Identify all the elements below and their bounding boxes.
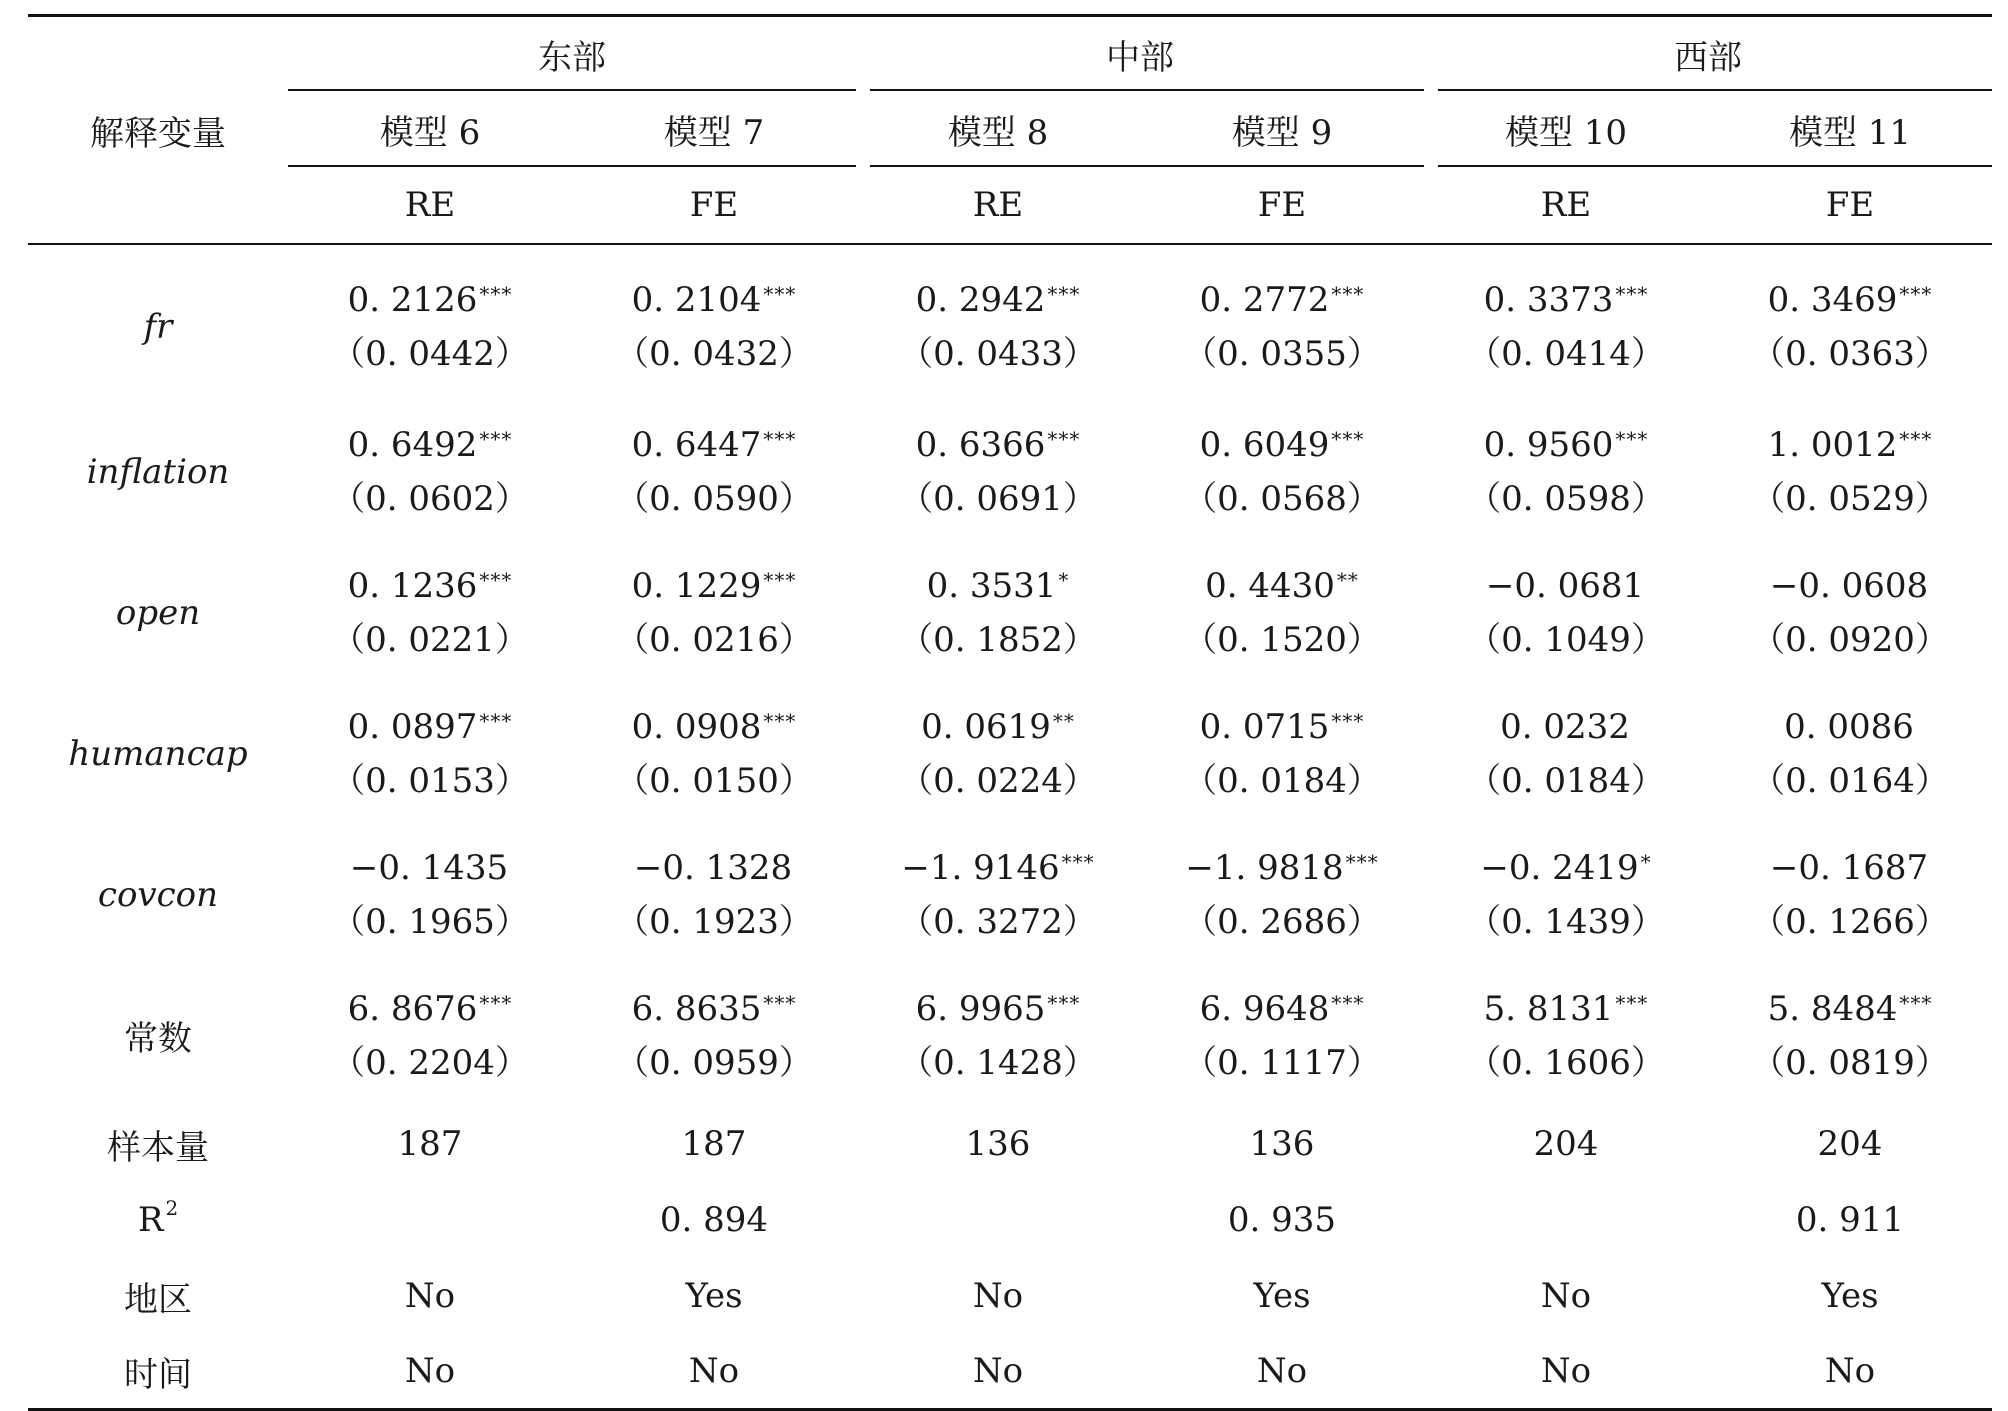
- significance-stars: ***: [1615, 990, 1649, 1015]
- estimate-value: 0. 0908: [631, 706, 762, 747]
- estimate-value: 0. 6492: [347, 424, 478, 465]
- standard-error: （0. 0164）: [1751, 760, 1949, 801]
- coefficient-estimate: [856, 418, 1140, 472]
- standard-error: （0. 0819）: [1751, 1042, 1949, 1083]
- header-row-models: [28, 91, 1992, 167]
- significance-stars: ***: [1047, 426, 1081, 451]
- stat-value: [856, 1182, 1140, 1258]
- stat-value: No: [404, 1276, 456, 1316]
- stat-value: No: [688, 1351, 740, 1391]
- coef-row: [28, 824, 1992, 965]
- standard-error: （0. 1428）: [899, 1042, 1097, 1083]
- coef-row: [28, 401, 1992, 542]
- estimate-value: 0. 0897: [347, 706, 478, 747]
- coef-cell: [288, 683, 572, 824]
- coefficient-estimate: [1140, 273, 1424, 327]
- coefficient-estimate: [1708, 700, 1992, 754]
- model-header: [856, 91, 1140, 167]
- stat-value: Yes: [685, 1276, 743, 1316]
- coefficient-estimate: [1140, 700, 1424, 754]
- coef-cell: [1140, 824, 1424, 965]
- model-header: [1140, 91, 1424, 167]
- estimate-value: 0. 0619: [921, 706, 1051, 747]
- stat-value: No: [1540, 1276, 1592, 1316]
- stat-row-time: [28, 1334, 1992, 1410]
- stat-value: 204: [1817, 1124, 1883, 1164]
- variable-name: open: [115, 592, 201, 633]
- coefficient-estimate: [1708, 559, 1992, 613]
- estimate-value: 0. 1236: [347, 565, 478, 606]
- significance-stars: ***: [1047, 990, 1081, 1015]
- standard-error: （0. 1520）: [1183, 619, 1381, 660]
- stat-label: [28, 1182, 288, 1258]
- coefficient-estimate: [1424, 418, 1708, 472]
- coefficient-estimate: [572, 700, 856, 754]
- coef-cell: [1708, 401, 1992, 542]
- standard-error: （0. 0433）: [899, 334, 1097, 374]
- standard-error: （0. 0691）: [899, 478, 1097, 519]
- significance-stars: ***: [479, 708, 513, 733]
- significance-stars: *: [1640, 849, 1652, 874]
- standard-error: （0. 3272）: [899, 901, 1097, 942]
- model-label: 模型 9: [1231, 112, 1333, 153]
- coef-cell: [1140, 965, 1424, 1106]
- standard-error: （0. 1923）: [615, 901, 813, 942]
- model-header: [1424, 91, 1708, 167]
- significance-stars: **: [1052, 708, 1075, 733]
- estimator-header: FE: [689, 185, 739, 225]
- significance-stars: ***: [479, 282, 513, 306]
- model-header: [572, 91, 856, 167]
- stat-value: No: [972, 1276, 1024, 1316]
- standard-error: （0. 0363）: [1751, 334, 1949, 374]
- coefficient-estimate: [1708, 418, 1992, 472]
- variable-name: covcon: [97, 874, 219, 915]
- standard-error: （0. 0153）: [331, 760, 529, 801]
- coef-cell: [1708, 542, 1992, 683]
- coefficient-estimate: [288, 982, 572, 1036]
- estimate-value: 0. 2942: [915, 280, 1046, 320]
- estimate-value: −0. 2419: [1480, 847, 1639, 888]
- stats-body: [28, 1106, 1992, 1410]
- coefficient-estimate: [1708, 841, 1992, 895]
- coefficient-estimate: [1424, 841, 1708, 895]
- estimate-value: 0. 6447: [631, 424, 762, 465]
- stat-label: 样本量: [107, 1127, 209, 1168]
- standard-error: （0. 0414）: [1467, 334, 1665, 374]
- estimate-value: 0. 0232: [1500, 706, 1630, 747]
- stat-value: 0. 911: [1795, 1200, 1905, 1240]
- estimate-value: 0. 9560: [1483, 424, 1614, 465]
- coefficient-estimate: [288, 700, 572, 754]
- coef-cell: [1424, 244, 1708, 401]
- coef-cell: [856, 824, 1140, 965]
- standard-error: （0. 0442）: [331, 334, 529, 374]
- standard-error: （0. 0184）: [1183, 760, 1381, 801]
- significance-stars: ***: [1331, 426, 1365, 451]
- model-label: 模型 8: [947, 112, 1049, 153]
- standard-error: （0. 0184）: [1467, 760, 1665, 801]
- coef-cell: [1424, 542, 1708, 683]
- significance-stars: ***: [1899, 426, 1933, 451]
- estimator-header: FE: [1257, 185, 1307, 225]
- coef-cell: [572, 824, 856, 965]
- estimator-header: RE: [972, 185, 1024, 225]
- coefficient-estimate: [1140, 559, 1424, 613]
- regression-table-container: [28, 14, 1992, 1411]
- standard-error: （0. 0598）: [1467, 478, 1665, 519]
- significance-stars: ***: [479, 990, 513, 1015]
- coefficient-estimate: [1424, 273, 1708, 327]
- stat-row-sample-size: [28, 1106, 1992, 1182]
- coef-cell: [1424, 965, 1708, 1106]
- standard-error: （0. 0432）: [615, 334, 813, 374]
- model-label: 模型 10: [1504, 112, 1628, 153]
- stat-value: 187: [397, 1124, 463, 1164]
- significance-stars: ***: [1331, 990, 1365, 1015]
- estimate-value: 0. 3531: [926, 565, 1057, 606]
- estimate-value: 5. 8131: [1483, 988, 1614, 1029]
- coefficient-estimate: [1140, 841, 1424, 895]
- standard-error: （0. 0221）: [331, 619, 529, 660]
- coef-cell: [1424, 824, 1708, 965]
- coef-cell: [572, 965, 856, 1106]
- r-squared-superscript: 2: [165, 1196, 179, 1220]
- standard-error: （0. 0529）: [1751, 478, 1949, 519]
- estimator-header: RE: [1540, 185, 1592, 225]
- significance-stars: ***: [1061, 849, 1095, 874]
- significance-stars: ***: [1331, 282, 1365, 306]
- coef-cell: [1424, 683, 1708, 824]
- coefficient-estimate: [572, 559, 856, 613]
- stat-value: 204: [1533, 1124, 1599, 1164]
- coefficient-estimate: [288, 841, 572, 895]
- significance-stars: ***: [1899, 282, 1933, 306]
- coefficient-estimate: [572, 418, 856, 472]
- coef-row: [28, 683, 1992, 824]
- estimate-value: 0. 6366: [915, 424, 1046, 465]
- significance-stars: ***: [1615, 426, 1649, 451]
- significance-stars: ***: [763, 990, 797, 1015]
- stat-value: 187: [681, 1124, 747, 1164]
- stat-value: 0. 894: [659, 1200, 769, 1240]
- standard-error: （0. 0959）: [615, 1042, 813, 1083]
- standard-error: （0. 0224）: [899, 760, 1097, 801]
- variable-name: humancap: [68, 733, 248, 774]
- coefficient-estimate: [572, 841, 856, 895]
- estimate-value: 0. 4430: [1205, 565, 1335, 606]
- group-header-east: [288, 16, 856, 92]
- stat-value: No: [972, 1351, 1024, 1391]
- estimate-value: −0. 1687: [1769, 847, 1929, 888]
- standard-error: （0. 0355）: [1183, 334, 1381, 374]
- stat-value: Yes: [1821, 1276, 1879, 1316]
- estimate-value: 0. 0715: [1199, 706, 1330, 747]
- coef-cell: [1708, 824, 1992, 965]
- significance-stars: ***: [763, 426, 797, 451]
- coef-cell: [1140, 542, 1424, 683]
- estimate-value: −1. 9146: [901, 847, 1060, 888]
- coef-cell: [1424, 401, 1708, 542]
- stat-value: No: [1256, 1351, 1308, 1391]
- model-label: 模型 7: [663, 112, 765, 153]
- model-header: [1708, 91, 1992, 167]
- coefficient-estimate: [572, 982, 856, 1036]
- coefficient-estimate: [856, 841, 1140, 895]
- coefficient-body: [28, 244, 1992, 1106]
- variable-name: inflation: [86, 451, 230, 492]
- standard-error: （0. 0602）: [331, 478, 529, 519]
- coefficient-estimate: [856, 559, 1140, 613]
- stat-value: Yes: [1253, 1276, 1311, 1316]
- coefficient-estimate: [1140, 418, 1424, 472]
- coef-cell: [572, 542, 856, 683]
- coef-cell: [288, 401, 572, 542]
- coef-row: [28, 542, 1992, 683]
- estimate-value: 6. 8635: [631, 988, 762, 1029]
- group-label: 东部: [538, 37, 606, 78]
- stat-row-r-squared: [28, 1182, 1992, 1258]
- coefficient-estimate: [1708, 982, 1992, 1036]
- coefficient-estimate: [1140, 982, 1424, 1036]
- coef-cell: [288, 824, 572, 965]
- group-header-west: [1424, 16, 1992, 92]
- estimate-value: −0. 0608: [1769, 565, 1929, 606]
- estimate-value: 0. 3469: [1767, 280, 1898, 320]
- variable-header: 解释变量: [28, 16, 288, 245]
- coefficient-estimate: [288, 418, 572, 472]
- significance-stars: ***: [763, 708, 797, 733]
- estimate-value: 0. 3373: [1483, 280, 1614, 320]
- model-header: [288, 91, 572, 167]
- standard-error: （0. 1852）: [899, 619, 1097, 660]
- estimate-value: 0. 2126: [347, 280, 478, 320]
- stat-value: 0. 935: [1227, 1200, 1337, 1240]
- estimate-value: 0. 0086: [1784, 706, 1914, 747]
- standard-error: （0. 0150）: [615, 760, 813, 801]
- regression-table: [28, 14, 1992, 1411]
- coef-cell: [1140, 401, 1424, 542]
- stat-value: 136: [965, 1124, 1031, 1164]
- model-label: 模型 11: [1788, 112, 1912, 153]
- significance-stars: ***: [763, 567, 797, 592]
- coef-cell: [1140, 244, 1424, 401]
- coef-row: [28, 965, 1992, 1106]
- estimate-value: −1. 9818: [1185, 847, 1344, 888]
- coefficient-estimate: [1424, 982, 1708, 1036]
- significance-stars: **: [1336, 567, 1359, 592]
- stat-value: No: [1824, 1351, 1876, 1391]
- coefficient-estimate: [572, 273, 856, 327]
- coefficient-estimate: [1708, 273, 1992, 327]
- standard-error: （0. 2686）: [1183, 901, 1381, 942]
- model-label: 模型 6: [379, 112, 481, 153]
- coef-cell: [288, 965, 572, 1106]
- header-row-groups: [28, 16, 1992, 92]
- significance-stars: ***: [479, 426, 513, 451]
- coef-cell: [856, 401, 1140, 542]
- coef-cell: [572, 683, 856, 824]
- coefficient-estimate: [1424, 559, 1708, 613]
- stat-row-region: [28, 1258, 1992, 1334]
- estimator-header: FE: [1825, 185, 1875, 225]
- estimate-value: 6. 9648: [1199, 988, 1330, 1029]
- stat-value: No: [404, 1351, 456, 1391]
- standard-error: （0. 1266）: [1751, 901, 1949, 942]
- stat-value: [288, 1182, 572, 1258]
- significance-stars: ***: [1615, 282, 1649, 306]
- standard-error: （0. 2204）: [331, 1042, 529, 1083]
- significance-stars: ***: [1047, 282, 1081, 306]
- standard-error: （0. 0216）: [615, 619, 813, 660]
- header-row-estimators: [28, 167, 1992, 244]
- significance-stars: ***: [479, 567, 513, 592]
- coef-cell: [1708, 683, 1992, 824]
- coef-cell: [572, 401, 856, 542]
- estimate-value: −0. 1435: [349, 847, 509, 888]
- estimate-value: 5. 8484: [1767, 988, 1898, 1029]
- estimate-value: −0. 0681: [1485, 565, 1645, 606]
- coef-cell: [856, 965, 1140, 1106]
- coefficient-estimate: [1424, 700, 1708, 754]
- standard-error: （0. 1606）: [1467, 1042, 1665, 1083]
- coef-cell: [856, 542, 1140, 683]
- estimate-value: 0. 2772: [1199, 280, 1330, 320]
- significance-stars: ***: [763, 282, 797, 306]
- estimate-value: 6. 8676: [347, 988, 478, 1029]
- stat-value: [1424, 1182, 1708, 1258]
- standard-error: （0. 1439）: [1467, 901, 1665, 942]
- coefficient-estimate: [856, 700, 1140, 754]
- estimate-value: 1. 0012: [1767, 424, 1898, 465]
- coef-row: [28, 244, 1992, 401]
- estimate-value: 6. 9965: [915, 988, 1046, 1029]
- stat-value: No: [1540, 1351, 1592, 1391]
- group-label: 西部: [1674, 37, 1742, 78]
- estimate-value: 0. 2104: [631, 280, 762, 320]
- coefficient-estimate: [856, 273, 1140, 327]
- significance-stars: ***: [1345, 849, 1379, 874]
- coefficient-estimate: [288, 559, 572, 613]
- significance-stars: *: [1058, 567, 1070, 592]
- variable-name: fr: [143, 307, 173, 347]
- significance-stars: ***: [1899, 990, 1933, 1015]
- coef-cell: [1708, 244, 1992, 401]
- coef-cell: [288, 244, 572, 401]
- coef-cell: [856, 683, 1140, 824]
- coefficient-estimate: [856, 982, 1140, 1036]
- stat-value: 136: [1249, 1124, 1315, 1164]
- standard-error: （0. 0920）: [1751, 619, 1949, 660]
- estimator-header: RE: [404, 185, 456, 225]
- coefficient-estimate: [288, 273, 572, 327]
- standard-error: （0. 0568）: [1183, 478, 1381, 519]
- coef-cell: [288, 542, 572, 683]
- estimate-value: 0. 6049: [1199, 424, 1330, 465]
- standard-error: （0. 1049）: [1467, 619, 1665, 660]
- coef-cell: [1708, 965, 1992, 1106]
- coef-cell: [572, 244, 856, 401]
- standard-error: （0. 1965）: [331, 901, 529, 942]
- variable-name: 常数: [124, 1019, 192, 1059]
- coef-cell: [1140, 683, 1424, 824]
- stat-label: 时间: [124, 1354, 192, 1395]
- coef-cell: [856, 244, 1140, 401]
- estimate-value: 0. 1229: [631, 565, 762, 606]
- r-squared-label: R: [137, 1200, 164, 1240]
- estimate-value: −0. 1328: [633, 847, 793, 888]
- standard-error: （0. 1117）: [1183, 1042, 1381, 1083]
- stat-label: 地区: [124, 1279, 192, 1320]
- standard-error: （0. 0590）: [615, 478, 813, 519]
- group-header-central: [856, 16, 1424, 92]
- group-label: 中部: [1106, 37, 1174, 78]
- significance-stars: ***: [1331, 708, 1365, 733]
